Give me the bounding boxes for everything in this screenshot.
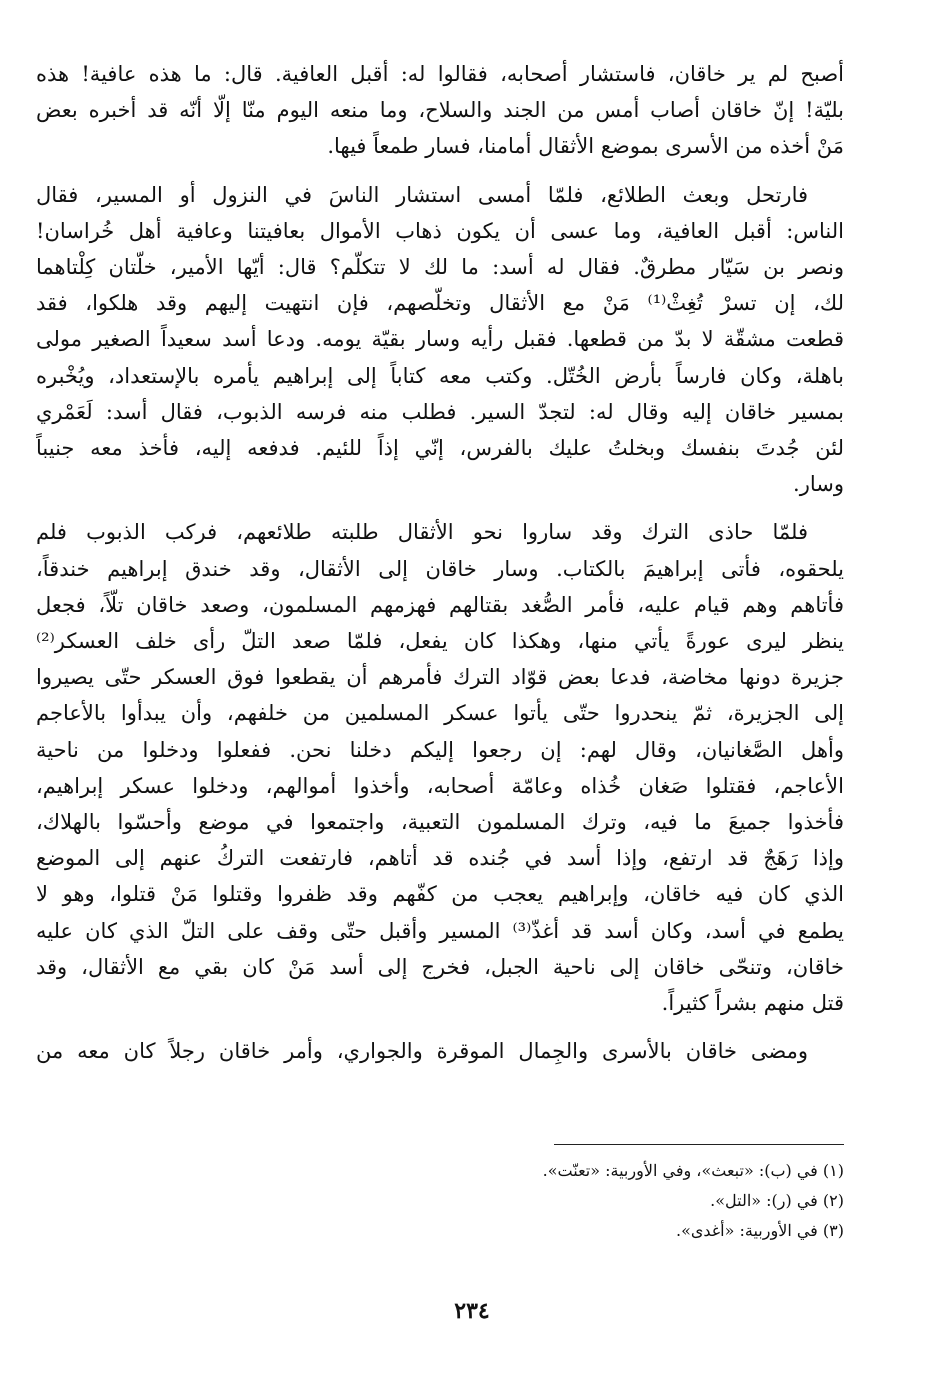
page-number: ٢٣٤ — [454, 1298, 490, 1324]
text-line: أصبح لم ير خاقان، فاستشار أصحابه، فقالوا له: أقبل العافية. قال: ما هذه عافية! هذه — [36, 62, 844, 86]
text-line: جزيرة دونها مخاضة، فدعا بعض قوّاد الترك فأمرهم أن يقطعوا فوق العسكر حتّى يصيروا — [36, 665, 844, 690]
text-line: وإذا رَهَجٌ قد ارتفع، وإذا أسد في جُنده قد أتاهم، فارتفعت التركُ عنهم إلى الموضع — [36, 846, 844, 871]
text-line: وأهل الصَّغانيان، وقال لهم: إن رجعوا إليكم دخلنا نحن. ففعلوا ودخلوا من ناحية — [36, 737, 844, 762]
text-line: لك، إن تسرْ تُغِثْ⁽¹⁾ مَنْ مع الأثقال وتخلّصهم، فإن انتهيت إليهم وقد هلكوا، فقد — [36, 291, 844, 316]
paragraph-1 — [36, 56, 844, 165]
text-line: قطعت مشقّة لا بدّ من قطعها. فقبل رأيه وسار بقيّة يومه. ودعا أسد سعيداً الصغير مولى — [36, 327, 844, 352]
footnote-1: (١) في (ب): «تبعث»، وفي الأوربية: «تعنّت». — [542, 1161, 844, 1180]
paragraph-3 — [36, 514, 844, 1021]
footnote-2: (٢) في (ر): «التل». — [710, 1191, 844, 1210]
text-line: بليّة! إنّ خاقان أصاب أمس من الجند والسلاح، وما منعه اليوم منّا إلّا أنّه قد أخبره بعض — [36, 98, 844, 123]
footnote-divider — [554, 1144, 844, 1145]
text-line: إلى الجزيرة، ثمّ ينحدروا حتّى يأتوا عسكر المسلمين من خلفهم، وأن يبدأوا بالأعاجم — [36, 701, 844, 726]
text-line: ونصر بن سَيّار مطرقٌ. فقال له أسد: ما لك لا تتكلّم؟ قال: أيّها الأمير، خلّتان كِلْتاهما — [36, 255, 844, 280]
text-line: فأخذوا جميعَ ما فيه، وترك المسلمون التعبية، واجتمعوا في موضع وأحسّوا بالهلاك، — [36, 810, 844, 835]
footnote-3: (٣) في الأوربية: «أغدى». — [676, 1221, 844, 1240]
text-line: الناس: أقبل العافية، وما عسى أن يكون ذهاب الأموال بعافيتنا وعافية أهل خُراسان! — [36, 218, 844, 243]
paragraph-2 — [36, 177, 844, 503]
text-line: وسار. — [793, 472, 844, 497]
text-line: بمسير خاقان إليه وقال له: لتجدّ السير. فطلب منه فرسه الذبوب، فقال أسد: لَعَمْري — [36, 399, 844, 424]
footnotes — [400, 1156, 844, 1246]
text-line: خاقان، وتنحّى خاقان إلى ناحية الجبل، فخرج إلى أسد مَنْ كان بقي مع الأثقال، وقد — [36, 954, 844, 979]
text-line: باهلة، وكان فارساً بأرض الخُتّل. وكتب معه كتاباً إلى إبراهيم يأمره بالإستعداد، ويُخْبره — [36, 363, 844, 388]
text-line: فأتاهم وهم قيام عليه، فأمر الصُّغد بقتالهم فهزمهم المسلمون، وصعد خاقان تلّاً، فجعل — [36, 592, 844, 617]
text-line: يلحقوه، فأتى إبراهيمَ بالكتاب. وسار خاقان إلى الأثقال، وقد خندق إبراهيم خندقاً، — [36, 556, 844, 581]
text-line: ومضى خاقان بالأسرى والجِمال الموقرة والجواري، وأمر خاقان رجلاً كان معه من — [36, 1039, 808, 1064]
text-line: الذي كان فيه خاقان، وإبراهيم يعجب من كفّهم وقد ظفروا وقتلوا مَنْ قتلوا، وهو لا — [36, 882, 844, 907]
main-text — [36, 56, 844, 1069]
text-line: ينظر ليرى عورةً يأتي منها، وهكذا كان يفعل، فلمّا صعد التلّ رأى خلف العسكر⁽²⁾ — [36, 629, 844, 654]
text-line: الأعاجم، فقتلوا صَغان خُذاه وعامّة أصحابه، وأخذوا أموالهم، ودخلوا عسكر إبراهيم، — [36, 773, 844, 798]
text-line: لئن جُدتَ بنفسك وبخلتُ عليك بالفرس، إنّي إذاً للئيم. فدفعه إليه، فأخذ معه جنيباً — [36, 436, 844, 461]
text-line: قتل منهم بشراً كثيراً. — [661, 991, 844, 1016]
text-line: فلمّا حاذى الترك وقد ساروا نحو الأثقال طلبته طلائعهم، فركب الذبوب فلم — [36, 520, 808, 545]
text-line: مَنْ أخذه من الأسرى بموضع الأثقال أمامنا، فسار طمعاً فيها. — [327, 134, 844, 159]
text-line: فارتحل وبعث الطلائع، فلمّا أمسى استشار الناسَ في النزول أو المسير، فقال — [36, 182, 808, 207]
text-line: يطمع في أسد، وكان أسد قد أغذّ⁽³⁾ المسير وأقبل حتّى وقف على التلّ الذي كان عليه — [36, 918, 844, 943]
paragraph-4 — [36, 1033, 844, 1069]
